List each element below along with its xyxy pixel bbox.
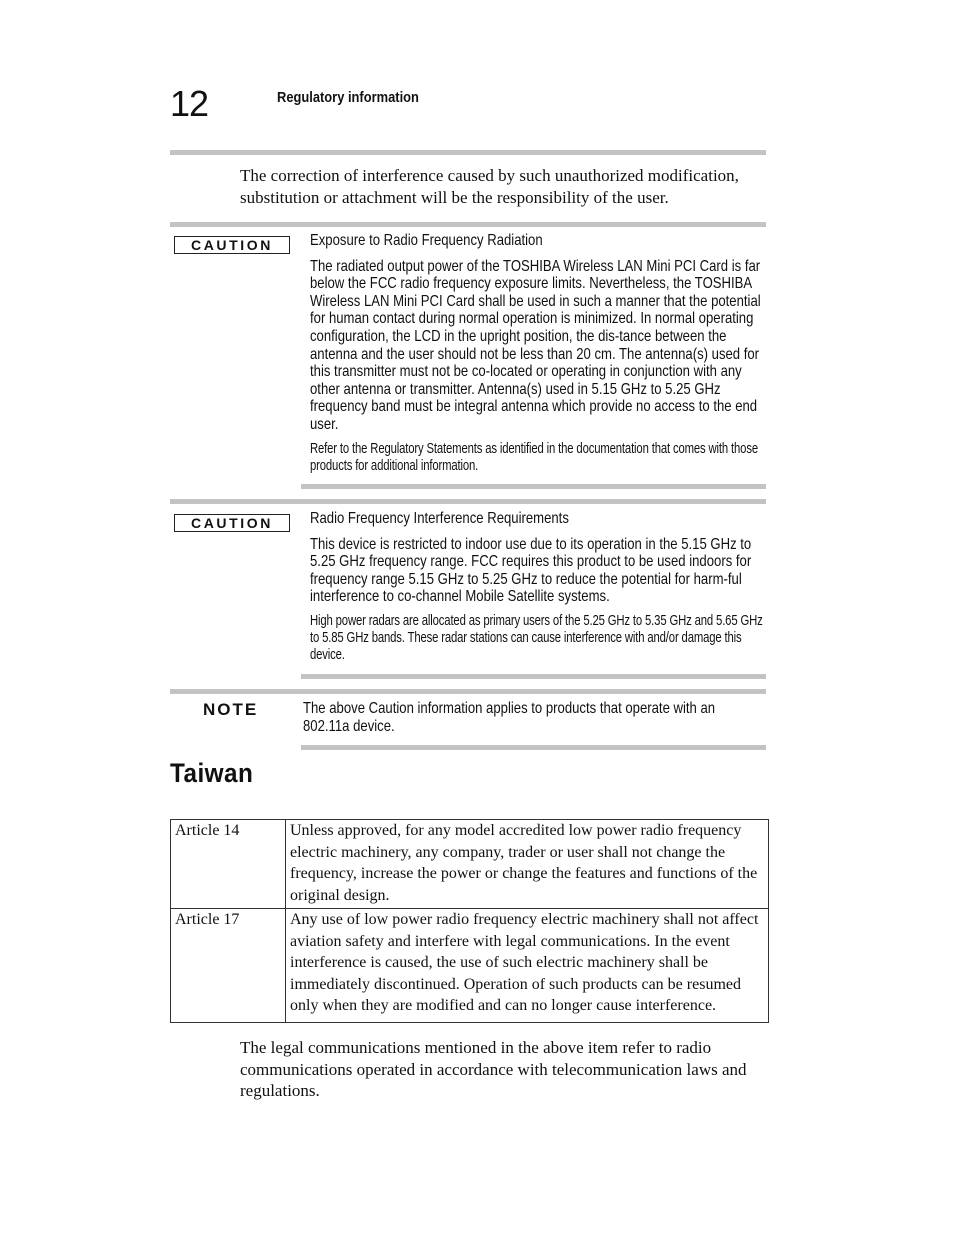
- caution-body: The radiated output power of the TOSHIBA Wireless LAN Mini PCI Card is far below the FCC radio frequency exposure limits. Nevertheless, the TOSHIBA Wireless LAN Mini PCI Card shall be used in such a manner that the potential for human contact during normal operation is minimized. In normal operating configuration, the LCD in the upright position, the dis-tance between the antenna and the user should not be less than 20 cm. The antenna(s) used for this transmitter must not be co-located or operating in conjunction with any other antenna or transmitter. Antenna(s) used in 5.15 GHz to 5.25 GHz frequency band must be integral antenna which provide no access to the end user.: [310, 257, 761, 433]
- closing-paragraph: The legal communications mentioned in the above item refer to radio communications operated in accordance with telecommunication laws and regulations.: [240, 1038, 747, 1100]
- caution-block: [310, 232, 768, 480]
- divider: [301, 745, 766, 750]
- note-block: [303, 700, 768, 741]
- caution-title: Radio Frequency Interference Requirements: [310, 510, 569, 527]
- running-head: Regulatory information: [277, 89, 419, 106]
- article-text-cell: Any use of low power radio frequency electric machinery shall not affect aviation safety and interfere with legal communications. In the event interference is caused, the use of such electric machinery shall be immediately discontinued. Operation of such products can be resumed only when they are modified and can no longer cause interference.: [286, 909, 769, 1023]
- caution-note: [310, 440, 768, 474]
- caution-body: This device is restricted to indoor use due to its operation in the 5.15 GHz to 5.25 GHz frequency range. FCC requires this product to be used indoors for frequency range 5.15 GHz to 5.25 GHz to reduce the potential for harm-ful interference to co-channel Mobile Satellite systems.: [310, 535, 752, 606]
- page-number: 12: [170, 83, 209, 124]
- caution-note: [310, 612, 768, 663]
- table-row: [171, 820, 769, 909]
- divider: [170, 222, 766, 227]
- divider: [170, 150, 766, 155]
- divider: [301, 674, 766, 679]
- section-heading: Taiwan: [170, 758, 254, 788]
- caution-block: [310, 510, 768, 669]
- caution-label: CAUTION: [174, 236, 290, 254]
- note-label: NOTE: [203, 700, 259, 719]
- caution-label: CAUTION: [174, 514, 290, 532]
- article-cell: Article 14: [171, 820, 286, 909]
- divider: [170, 499, 766, 504]
- intro-paragraph: The correction of interference caused by such unauthorized modification, substitution or attachment will be the responsibility of the user.: [240, 166, 739, 207]
- article-text-cell: Unless approved, for any model accredited low power radio frequency electric machinery, any company, trader or user shall not change the frequency, increase the power or change the features and functions of the original design.: [286, 820, 769, 909]
- article-cell: Article 17: [171, 909, 286, 1023]
- note-text: The above Caution information applies to products that operate with an 802.11a device.: [303, 700, 716, 735]
- table-row: [171, 909, 769, 1023]
- regulation-table: [170, 819, 769, 1023]
- divider: [170, 689, 766, 694]
- divider: [301, 484, 766, 489]
- caution-note-text: High power radars are allocated as primary users of the 5.25 GHz to 5.35 GHz and 5.65 GHz to 5.85 GHz bands. These radar stations can cause interference with and/or damage this device.: [310, 611, 763, 663]
- caution-note-text: Refer to the Regulatory Statements as identified in the documentation that comes with those products for additional information.: [310, 439, 758, 474]
- caution-title: Exposure to Radio Frequency Radiation: [310, 232, 543, 249]
